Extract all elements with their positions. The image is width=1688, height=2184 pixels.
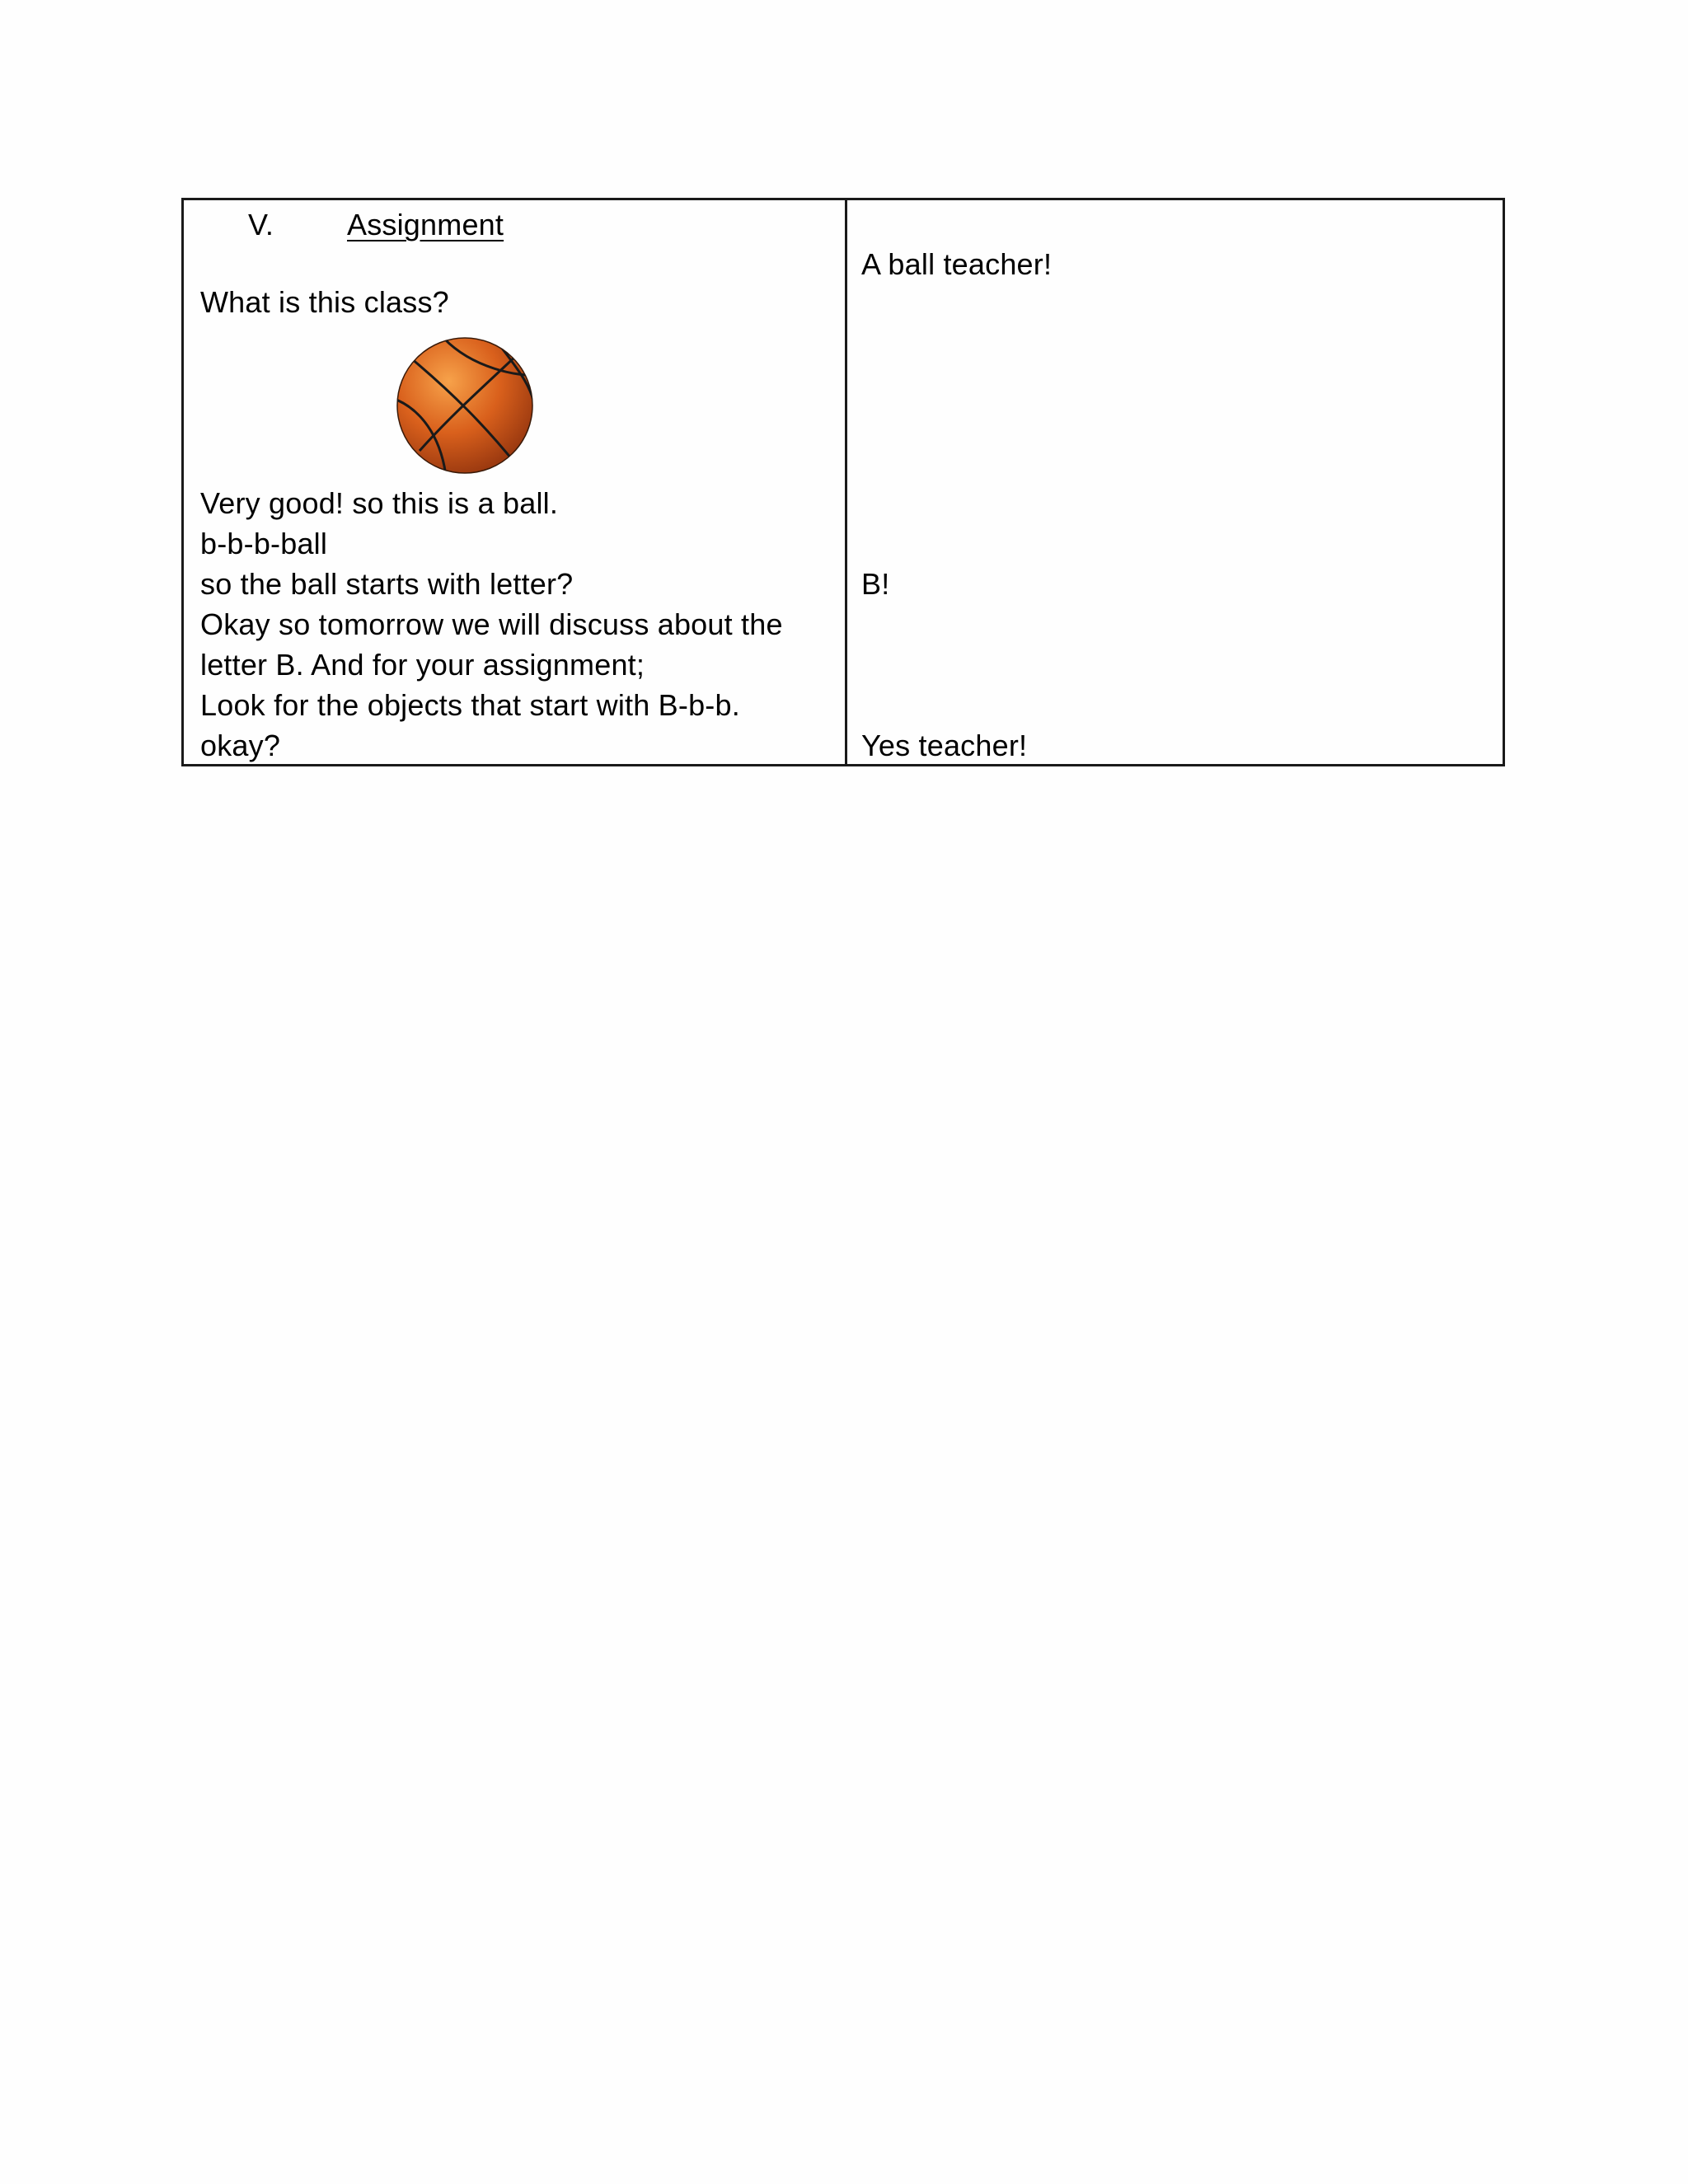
teacher-line-6: Look for the objects that start with B-b-b. <box>200 688 740 722</box>
section-heading: Assignment <box>347 208 504 241</box>
teacher-line-1: Very good! so this is a ball. <box>200 486 559 520</box>
teacher-line-2: b-b-b-ball <box>200 527 328 560</box>
teacher-line-7: okay? <box>200 729 281 762</box>
teacher-line-4: Okay so tomorrow we will discuss about the <box>200 607 783 641</box>
column-divider <box>845 200 847 764</box>
lesson-table <box>181 198 1505 766</box>
teacher-line-5: letter B. And for your assignment; <box>200 648 645 682</box>
student-answer-3: Yes teacher! <box>861 729 1028 762</box>
teacher-question: What is this class? <box>200 285 449 319</box>
basketball-icon <box>395 335 535 476</box>
section-number: V. <box>248 208 274 241</box>
teacher-line-3: so the ball starts with letter? <box>200 567 574 601</box>
student-answer-2: B! <box>861 567 890 601</box>
student-answer-1: A ball teacher! <box>861 247 1053 281</box>
